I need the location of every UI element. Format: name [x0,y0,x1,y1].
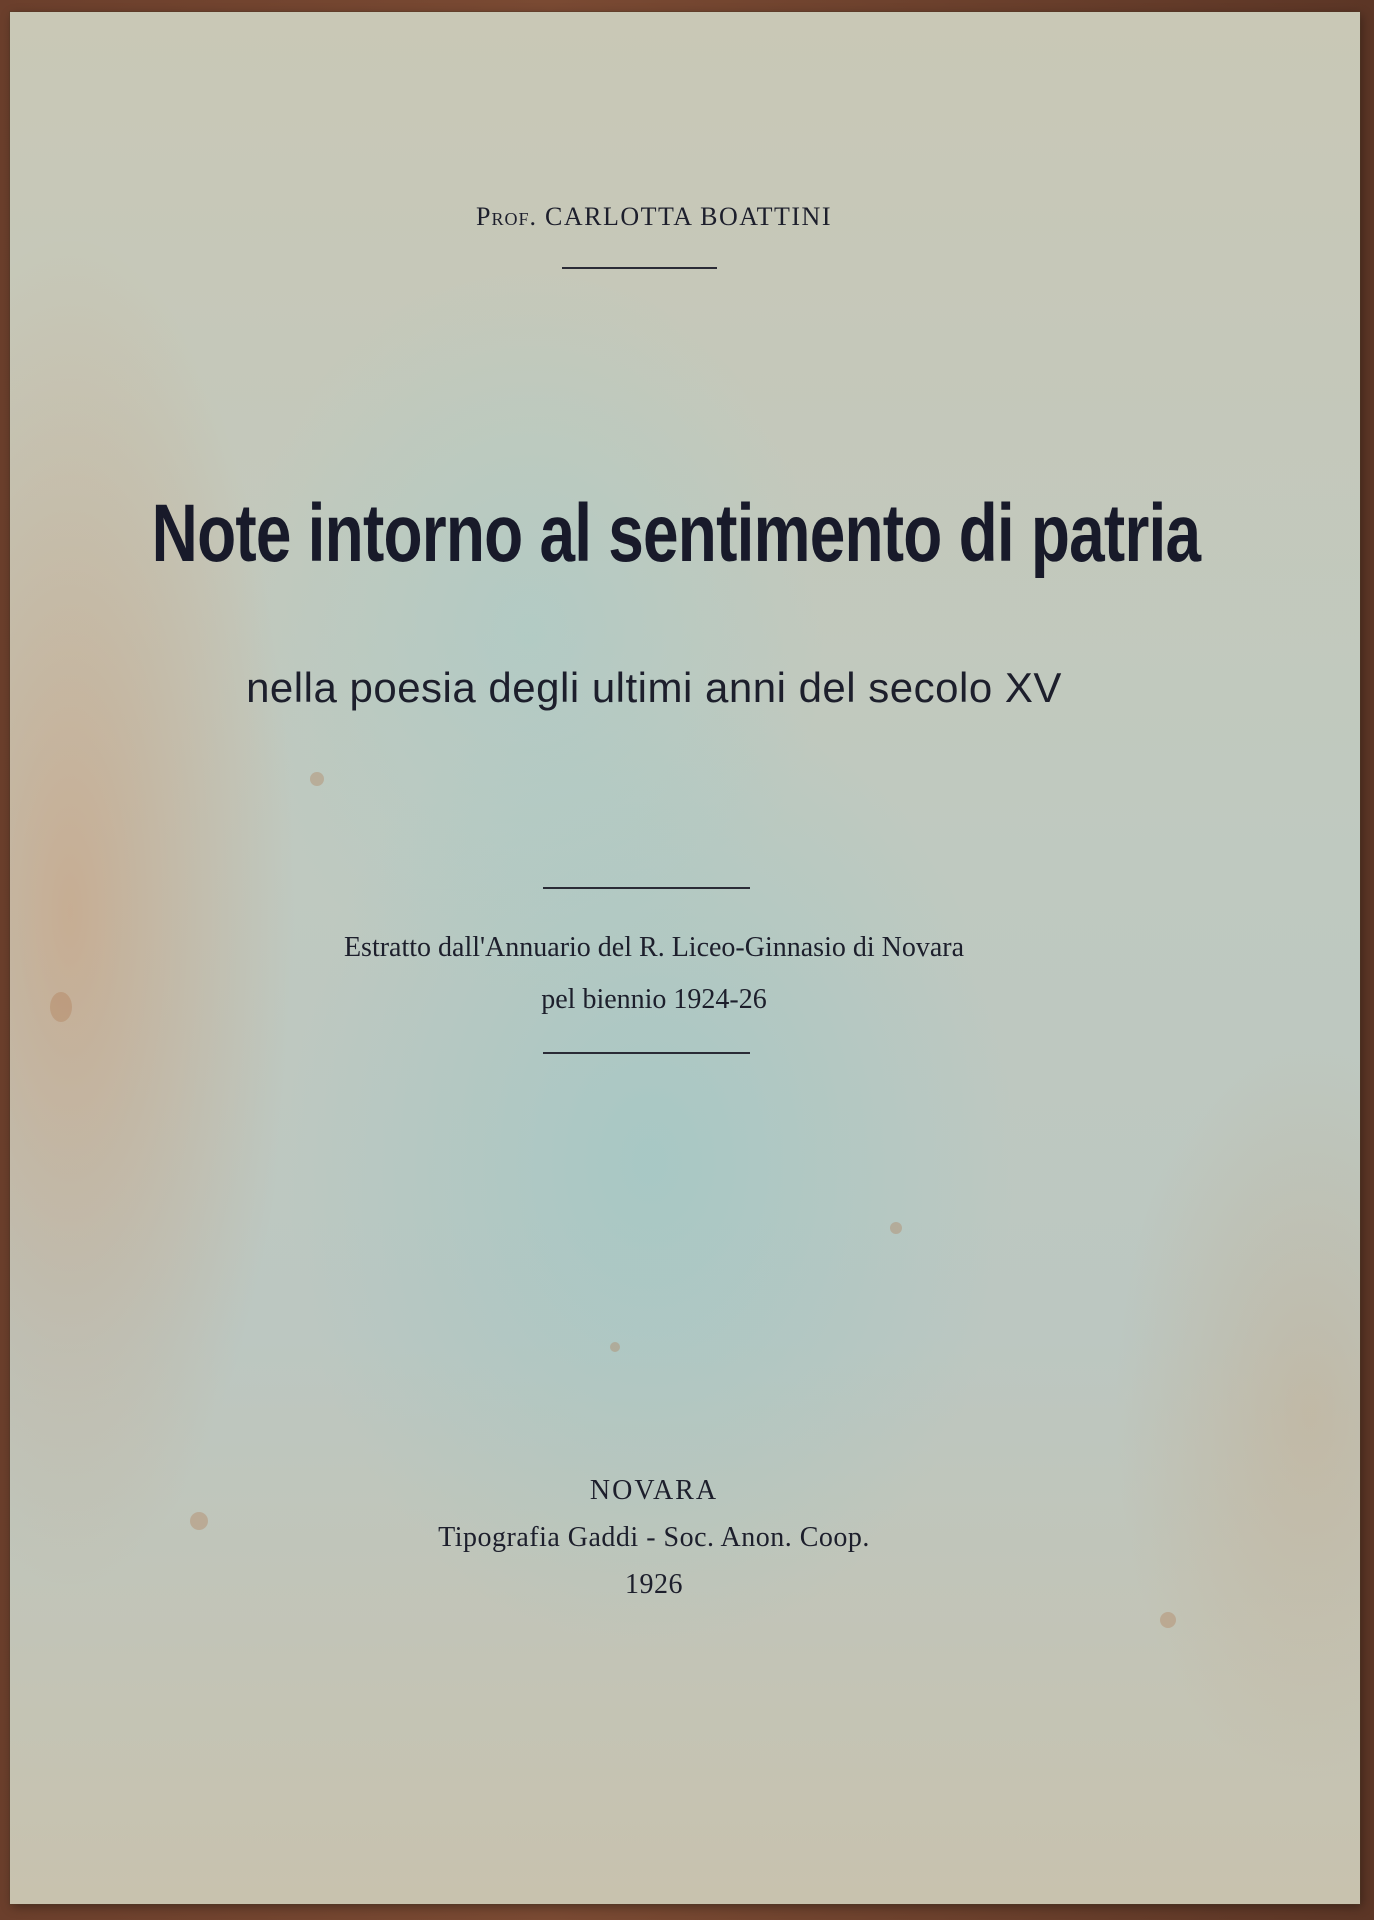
book-cover [10,12,1360,1904]
author-prefix: Prof. [476,202,537,231]
imprint-year: 1926 [625,1569,683,1600]
book-subtitle: nella poesia degli ultimi anni del secolo XV [246,664,1062,711]
divider-rule [543,1052,750,1054]
imprint [10,1467,1298,1608]
book-title: Note intorno al sentimento di patria [151,488,1201,579]
author-line [10,202,1298,232]
foxing-spot [890,1222,902,1234]
imprint-printer: Tipografia Gaddi - Soc. Anon. Coop. [438,1522,870,1553]
extract-note [10,922,1298,1026]
author-name: CARLOTTA BOATTINI [544,202,832,231]
foxing-spot [610,1342,620,1352]
foxing-spot [1160,1612,1176,1628]
foxing-spot [310,772,324,786]
divider-rule [562,267,717,269]
divider-rule [543,887,750,889]
extract-line: pel biennio 1924-26 [541,984,767,1015]
extract-line: Estratto dall'Annuario del R. Liceo-Ginnasio di Novara [343,932,965,963]
imprint-city: NOVARA [589,1475,719,1506]
